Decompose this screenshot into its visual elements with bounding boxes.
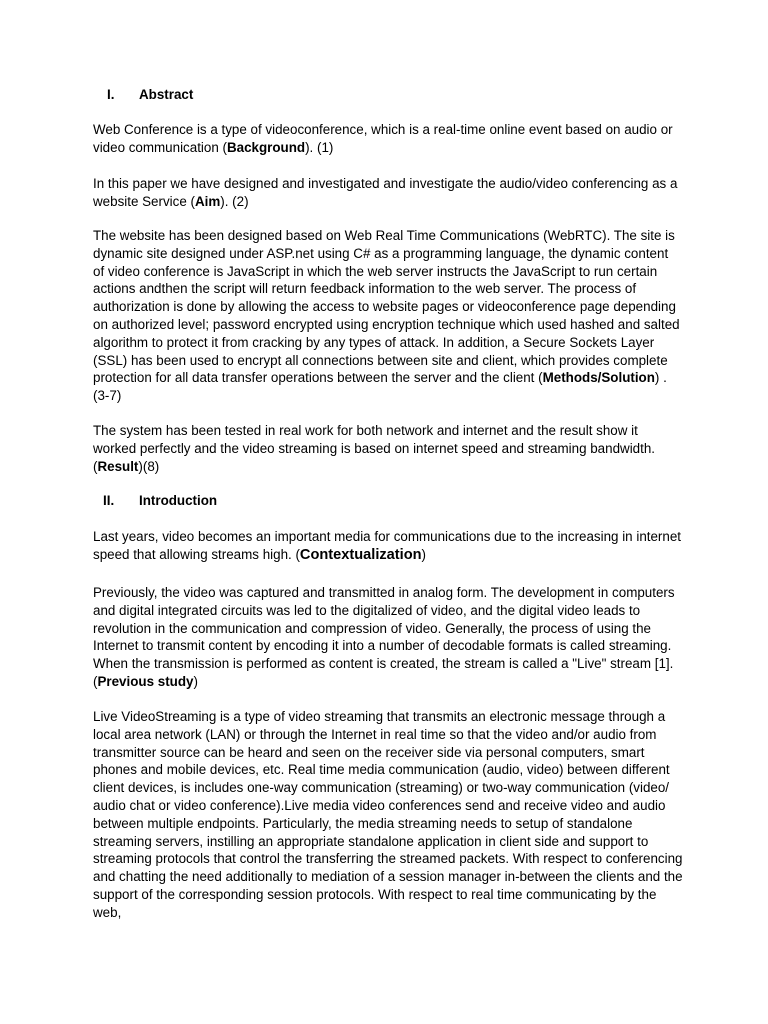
paragraph-text: Web Conference is a type of videoconference, which is a real-time online event based on audio or video communication ( (93, 122, 673, 155)
paragraph-tail: ) (193, 673, 198, 689)
rhetorical-tag: Background (226, 139, 306, 155)
paragraph-tail: ). (1) (305, 139, 334, 155)
paragraph-tail: ). (2) (220, 193, 249, 209)
paragraph-text: In this paper we have designed and investigated and investigate the audio/video conferencing as a website Service ( (93, 176, 678, 209)
paragraph-live-streaming (93, 708, 683, 922)
paragraph-previous-study (93, 584, 683, 691)
paragraph-contextualization (93, 528, 683, 565)
rhetorical-tag: Aim (194, 193, 221, 209)
paragraph-text: Last years, video becomes an important media for communications due to the increasing in internet speed that allowing streams high. ( (93, 529, 682, 562)
section-title: Introduction (139, 493, 218, 508)
rhetorical-tag: Previous study (97, 673, 194, 689)
paragraph-text: Previously, the video was captured and transmitted in analog form. The development in computers and digital integrated circuits was led to the digitalized of video, and the digital video leads to revolution in the communication and compression of video. Generally, the process of using the Internet to transmit content by encoding it into a number of decodable formats is called streaming. When the transmission is performed as content is created, the stream is called a "Live" stream [1]. ( (93, 585, 675, 689)
paragraph-methods (93, 227, 683, 405)
paragraph-text: Live VideoStreaming is a type of video streaming that transmits an electronic message through a local area network (LAN) or through the Internet in real time so that the video and/or audio from transmitter source can be heard and seen on the receiver side via personal computers, smart phones and mobile devices, etc. Real time media communication (audio, video) between different client devices, is includes one-way communication (streaming) or two-way communication (video/ audio chat or video conference).Live media video conferences send and receive video and audio between multiple endpoints. Particularly, the media streaming needs to setup of standalone streaming servers, instilling an appropriate standalone application in client side and support to streaming protocols that control the transferring the streamed packets. With respect to conferencing and chatting the need additionally to mediation of a session manager in-between the clients and the support of the corresponding session protocols. With respect to real time communicating by the web, (93, 709, 683, 920)
section-title: Abstract (139, 87, 194, 102)
paragraph-background (93, 121, 683, 157)
section-number: I. (107, 87, 115, 102)
paragraph-tail: )(8) (138, 458, 160, 474)
section-number: II. (103, 493, 115, 508)
rhetorical-tag: Contextualization (299, 546, 422, 563)
rhetorical-tag: Result (97, 458, 139, 474)
paragraph-tail: ) . (3-7) (93, 370, 667, 404)
paragraph-result (93, 422, 683, 475)
rhetorical-tag: Methods/Solution (542, 370, 655, 386)
paragraph-aim (93, 175, 683, 211)
paragraph-tail: ) (421, 546, 427, 562)
paragraph-text: The website has been designed based on Web Real Time Communications (WebRTC). The site is dynamic site designed under ASP.net using C# as a programming language, the dynamic content of video conference is JavaScript in which the web server instructs the JavaScript to run certain actions andthen the script will return feedback information to the web server. The process of authorization is done by allowing the access to website pages or videoconference page depending on authorized level; password encrypted using encryption technique which used hashed and salted algorithm to protect it from cracking by any types of attack. In addition, a Secure Sockets Layer (SSL) has been used to encrypt all connections between site and client, which provides complete protection for all data transfer operations between the server and the client ( (93, 228, 680, 386)
paragraph-text: The system has been tested in real work for both network and internet and the result show it worked perfectly and the video streaming is based on internet speed and streaming bandwidth. ( (93, 423, 656, 474)
